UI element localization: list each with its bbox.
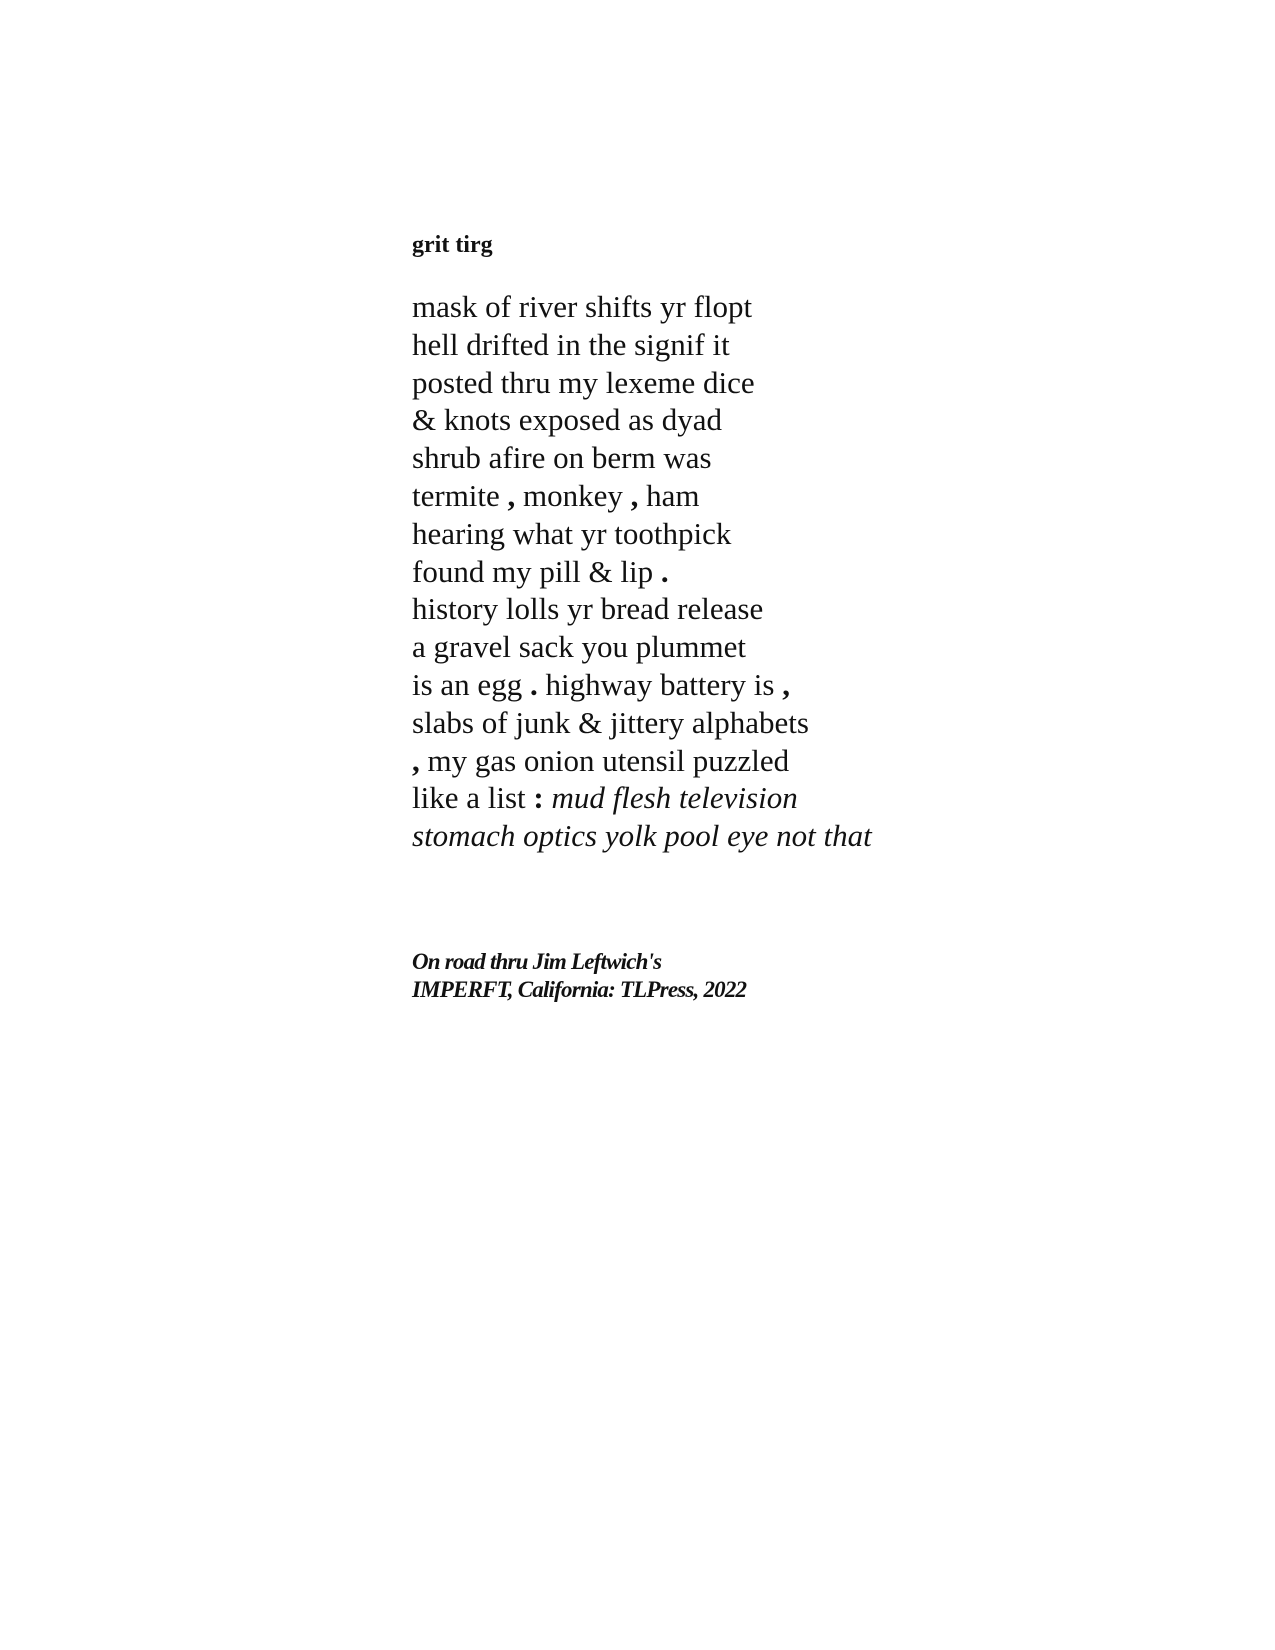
poem-line: & knots exposed as dyad [412, 402, 722, 438]
line-text: my gas onion utensil puzzled [427, 742, 790, 778]
poem-title: grit tirg [412, 232, 493, 258]
punctuation-mark: . [660, 553, 669, 589]
poem-line [412, 779, 1232, 817]
punctuation-mark: , [630, 477, 639, 513]
poem-line: a gravel sack you plummet [412, 629, 747, 665]
poem-line [412, 742, 1232, 780]
citation-line: On road thru Jim Leftwich's [412, 949, 662, 974]
poem-line: slabs of junk & jittery alphabets [412, 704, 809, 740]
poem-line: history lolls yr bread release [412, 591, 764, 627]
punctuation-mark: , [507, 477, 516, 513]
poem-line: stomach optics yolk pool eye not that [412, 818, 872, 854]
line-text: ham [646, 477, 700, 513]
italic-text: mud flesh television [551, 780, 798, 816]
line-text: like a list [412, 780, 534, 816]
poem-line: posted thru my lexeme dice [412, 364, 755, 400]
poem-line: hell drifted in the signif it [412, 326, 730, 362]
source-citation [412, 948, 746, 1004]
line-text: is an egg [412, 666, 530, 702]
line-text: found my pill & lip [412, 553, 661, 589]
line-text: monkey [523, 477, 631, 513]
punctuation-mark: . [529, 666, 538, 702]
citation-line: IMPERFT, California: TLPress, 2022 [412, 977, 747, 1002]
punctuation-mark: , [412, 742, 420, 778]
poem-line: shrub afire on berm was [412, 440, 712, 476]
poem-line: hearing what yr toothpick [412, 515, 732, 551]
punctuation-mark: : [533, 780, 544, 816]
punctuation-mark: , [782, 666, 790, 702]
line-text: highway battery is [545, 666, 783, 702]
poem-line [412, 477, 1232, 515]
poem-line [412, 553, 1232, 591]
poem-line [412, 666, 1232, 704]
poem-body [412, 288, 1232, 855]
poem-line: mask of river shifts yr flopt [412, 289, 753, 324]
line-text: termite [412, 477, 508, 513]
